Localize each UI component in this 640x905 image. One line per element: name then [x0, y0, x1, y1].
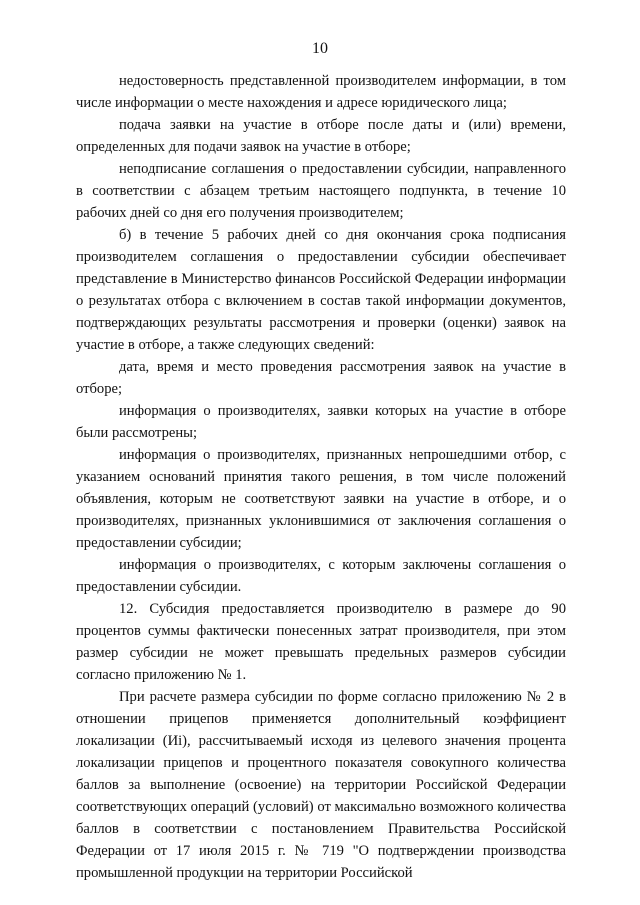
paragraph-subitem-b: б) в течение 5 рабочих дней со дня окончания срока подписания производителем соглашения о предоставлении субсидии обеспечивает представление в Министерство финансов Российской Федерации информации о результатах отбора с включением в состав такой информации документов, подтверждающих результаты рассмотрения и проверки (оценки) заявок на участие в отборе, а также следующих сведений:: [76, 227, 566, 353]
paragraph-unreliable-info: недостоверность представленной производителем информации, в том числе информации о месте нахождения и адресе юридического лица;: [76, 73, 566, 111]
paragraph-rejected-producers: информация о производителях, признанных непрошедшими отбор, с указанием оснований принятия такого решения, в том числе положений объявления, которым не соответствуют заявки на участие в отборе, и о производителях, признанных уклонившимися от заключения соглашения о предоставлении субсидии;: [76, 447, 566, 551]
paragraph-late-application: подача заявки на участие в отборе после даты и (или) времени, определенных для подачи заявок на участие в отборе;: [76, 117, 566, 155]
page-number: 10: [312, 40, 328, 57]
document-body: [76, 70, 566, 884]
paragraph-reviewed-producers: информация о производителях, заявки которых на участие в отборе были рассмотрены;: [76, 403, 566, 441]
paragraph-item-12: 12. Субсидия предоставляется производителю в размере до 90 процентов суммы фактически понесенных затрат производителя, при этом размер субсидии не может превышать предельных размеров субсидии согласно приложению № 1.: [76, 601, 566, 683]
paragraph-subsidy-calculation: При расчете размера субсидии по форме согласно приложению № 2 в отношении прицепов применяется дополнительный коэффициент локализации (Иi), рассчитываемый исходя из целевого значения процента локализации прицепов и процентного показателя совокупного количества баллов за выполнение (освоение) на территории Российской Федерации соответствующих операций (условий) от максимально возможного количества баллов в соответствии с постановлением Правительства Российской Федерации от 17 июля 2015 г. № 719 "О подтверждении производства промышленной продукции на территории Российской: [76, 689, 566, 881]
paragraph-unsigned-agreement: неподписание соглашения о предоставлении субсидии, направленного в соответствии с абзацем третьим настоящего подпункта, в течение 10 рабочих дней со дня его получения производителем;: [76, 161, 566, 221]
paragraph-review-date: дата, время и место проведения рассмотрения заявок на участие в отборе;: [76, 359, 566, 397]
paragraph-contracted-producers: информация о производителях, с которым заключены соглашения о предоставлении субсидии.: [76, 557, 566, 595]
